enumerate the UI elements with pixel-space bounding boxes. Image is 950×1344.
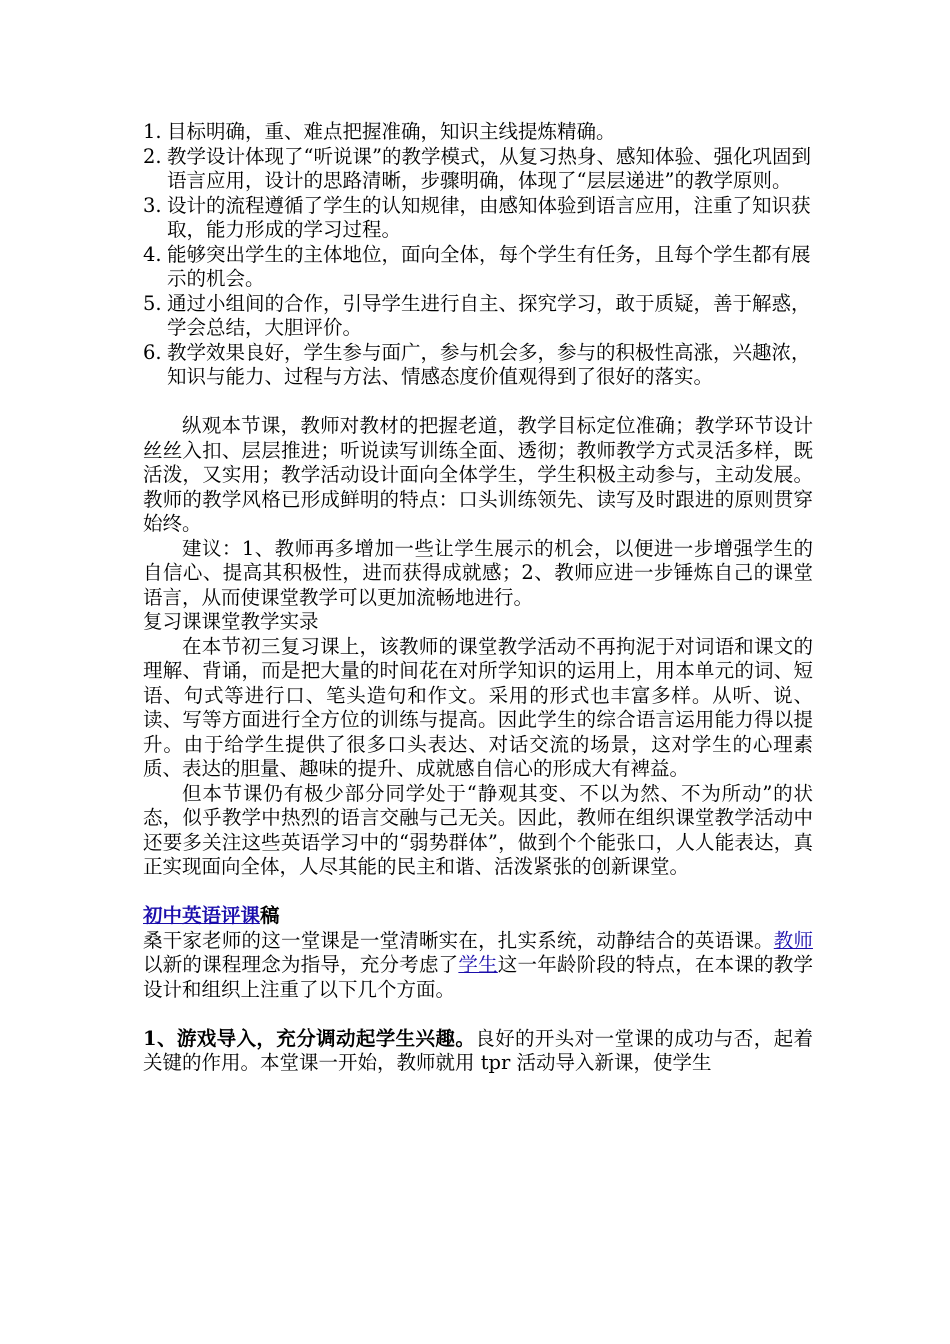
eval-title-suffix: 稿 [260, 904, 280, 927]
spacer [143, 880, 813, 905]
list-text: 教学效果良好，学生参与面广，参与机会多，参与的积极性高涨，兴趣浓，知识与能力、过程与方法、情感态度价值观得到了很好的落实。 [167, 340, 811, 388]
list-number: 2. [143, 144, 162, 168]
list-number: 6. [143, 340, 162, 364]
list-item [143, 243, 813, 292]
list-item [143, 145, 813, 194]
list-number: 4. [143, 242, 162, 266]
list-text: 能够突出学生的主体地位，面向全体，每个学生有任务，且每个学生都有展示的机会。 [167, 242, 811, 290]
spacer [143, 390, 813, 415]
list-number: 5. [143, 291, 162, 315]
list-text: 设计的流程遵循了学生的认知规律，由感知体验到语言应用，注重了知识获取，能力形成的学习过程。 [167, 193, 811, 241]
section-1-text: 良好的开头对一堂课的成功与否，起着关键的作用。本堂课一开始，教师就用 tpr 活动导入新课，使学生 [143, 1026, 813, 1074]
review-paragraph-1: 在本节初三复习课上，该教师的课堂教学活动不再拘泥于对词语和课文的理解、背诵，而是把大量的时间花在对所学知识的运用上，用本单元的词、短语、句式等进行口、笔头造句和作文。采用的形式也丰富多样。从听、说、读、写等方面进行全方位的训练与提高。因此学生的综合语言运用能力得以提升。由于给学生提供了很多口头表达、对话交流的场景，这对学生的心理素质、表达的胆量、趣味的提升、成就感自信心的形成大有裨益。 [143, 634, 813, 780]
list-number: 1. [143, 120, 162, 143]
student-link[interactable]: 学生 [458, 953, 498, 976]
eval-intro-text: 桑干家老师的这一堂课是一堂清晰实在，扎实系统，动静结合的英语课。 [143, 928, 774, 952]
eval-title [143, 904, 813, 929]
list-item [143, 341, 813, 390]
eval-title-link[interactable]: 初中英语评课 [143, 904, 261, 927]
list-item [143, 292, 813, 341]
summary-paragraph: 纵观本节课，教师对教材的把握老道，教学目标定位准确；教学环节设计丝丝入扣、层层推进；听说读写训练全面、透彻；教师教学方式灵活多样，既活泼，又实用；教学活动设计面向全体学生，学生积极主动参与，主动发展。教师的教学风格已形成鲜明的特点：口头训练领先、读写及时跟进的原则贯穿始终。 [143, 414, 813, 535]
eval-intro-text: 以新的课程理念为指导，充分考虑了 [143, 953, 459, 976]
list-item [143, 194, 813, 243]
list-item [143, 120, 813, 145]
suggestion-paragraph: 建议：1、教师再多增加一些让学生展示的机会，以便进一步增强学生的自信心、提高其积极性，进而获得成就感；2、教师应进一步锤炼自己的课堂语言，从而使课堂教学可以更加流畅地进行。 [143, 536, 813, 609]
list-text: 通过小组间的合作，引导学生进行自主、探究学习，敢于质疑，善于解惑，学会总结，大胆评价。 [167, 291, 811, 339]
section-1-heading: 1、游戏导入，充分调动起学生兴趣。 [143, 1026, 476, 1050]
evaluation-points-list [143, 120, 813, 390]
section-1-paragraph [143, 1027, 813, 1076]
list-text: 教学设计体现了“听说课”的教学模式，从复习热身、感知体验、强化巩固到语言应用，设计的思路清晰，步骤明确，体现了“层层递进”的教学原则。 [167, 144, 811, 192]
document-page [143, 120, 813, 1076]
eval-intro-paragraph [143, 929, 813, 1003]
review-title: 复习课课堂教学实录 [143, 610, 319, 633]
list-text: 目标明确，重、难点把握准确，知识主线提炼精确。 [167, 120, 616, 143]
list-number: 3. [143, 193, 162, 217]
eval-intro-text: 这一年龄阶段的特点，在本课的教学设计和组织上注重了以下几个方面。 [143, 953, 813, 1001]
spacer [143, 1002, 813, 1027]
review-paragraph-2: 但本节课仍有极少部分同学处于“静观其变、不以为然、不为所动”的状态，似乎教学中热烈的语言交融与己无关。因此，教师在组织课堂教学活动中还要多关注这些英语学习中的“弱势群体”，做到个个能张口，人人能表达，真正实现面向全体，人尽其能的民主和谐、活泼紧张的创新课堂。 [143, 781, 813, 878]
teacher-link[interactable]: 教师 [773, 928, 813, 952]
